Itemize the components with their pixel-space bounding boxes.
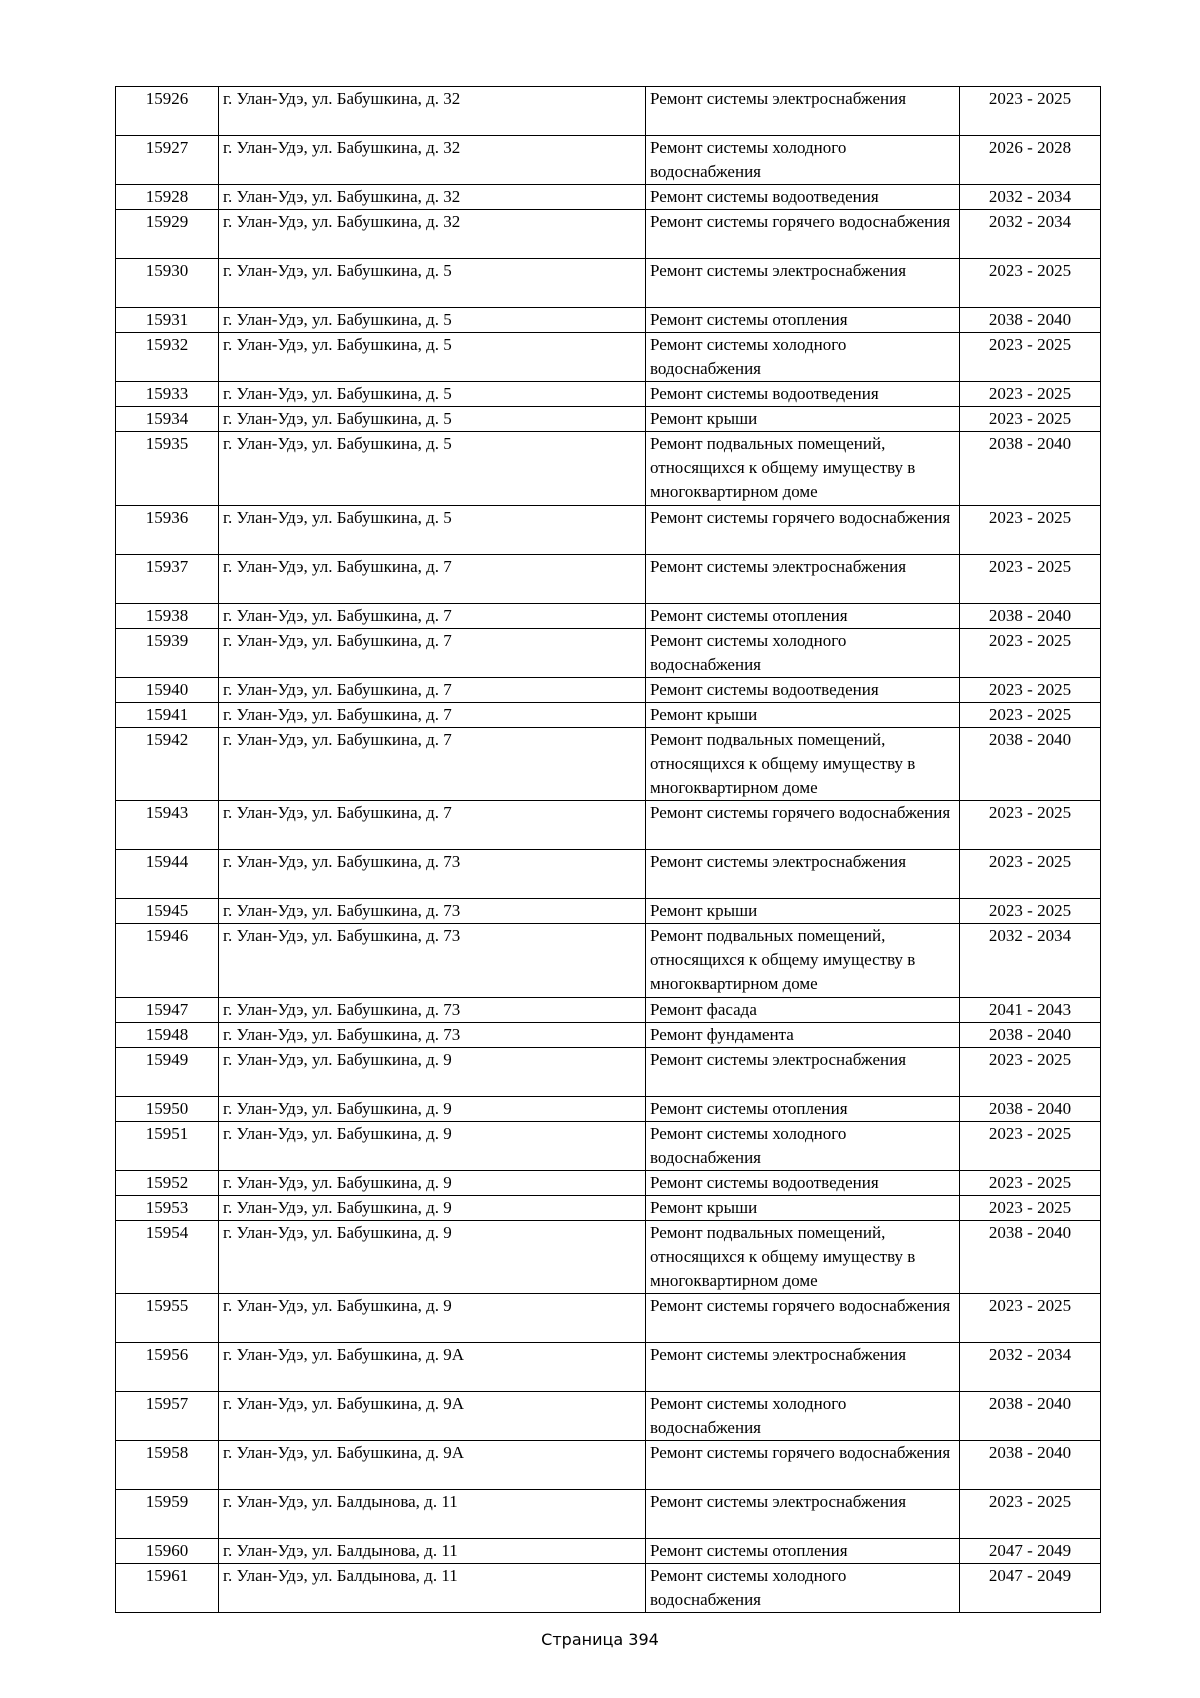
row-address: г. Улан-Удэ, ул. Бабушкина, д. 73 <box>219 850 646 899</box>
row-work-type: Ремонт подвальных помещений, относящихся к общему имуществу в многоквартирном доме <box>646 432 960 506</box>
row-period: 2023 - 2025 <box>960 899 1101 924</box>
row-period: 2023 - 2025 <box>960 1490 1101 1539</box>
table-row <box>116 702 1101 727</box>
row-number: 15934 <box>116 407 219 432</box>
row-number: 15960 <box>116 1539 219 1564</box>
row-work-type: Ремонт системы горячего водоснабжения <box>646 1294 960 1343</box>
row-period: 2038 - 2040 <box>960 727 1101 801</box>
row-period: 2023 - 2025 <box>960 259 1101 308</box>
row-number: 15935 <box>116 432 219 506</box>
table-row <box>116 628 1101 677</box>
row-work-type: Ремонт системы горячего водоснабжения <box>646 210 960 259</box>
row-period: 2023 - 2025 <box>960 702 1101 727</box>
row-work-type: Ремонт системы горячего водоснабжения <box>646 1441 960 1490</box>
row-period: 2023 - 2025 <box>960 801 1101 850</box>
row-address: г. Улан-Удэ, ул. Бабушкина, д. 9 <box>219 1096 646 1121</box>
table-row <box>116 1195 1101 1220</box>
table-row <box>116 333 1101 382</box>
table-row <box>116 850 1101 899</box>
row-address: г. Улан-Удэ, ул. Бабушкина, д. 5 <box>219 505 646 554</box>
row-work-type: Ремонт подвальных помещений, относящихся к общему имуществу в многоквартирном доме <box>646 727 960 801</box>
row-work-type: Ремонт системы холодного водоснабжения <box>646 628 960 677</box>
table-row <box>116 924 1101 998</box>
row-work-type: Ремонт системы электроснабжения <box>646 554 960 603</box>
table-row <box>116 185 1101 210</box>
row-work-type: Ремонт системы отопления <box>646 603 960 628</box>
table-row <box>116 603 1101 628</box>
row-number: 15930 <box>116 259 219 308</box>
row-address: г. Улан-Удэ, ул. Бабушкина, д. 9А <box>219 1392 646 1441</box>
row-number: 15949 <box>116 1047 219 1096</box>
row-period: 2023 - 2025 <box>960 554 1101 603</box>
row-period: 2038 - 2040 <box>960 603 1101 628</box>
row-number: 15948 <box>116 1022 219 1047</box>
row-period: 2032 - 2034 <box>960 1343 1101 1392</box>
row-address: г. Улан-Удэ, ул. Балдынова, д. 11 <box>219 1564 646 1613</box>
row-period: 2023 - 2025 <box>960 677 1101 702</box>
row-work-type: Ремонт подвальных помещений, относящихся к общему имуществу в многоквартирном доме <box>646 1220 960 1294</box>
row-number: 15937 <box>116 554 219 603</box>
row-period: 2023 - 2025 <box>960 87 1101 136</box>
row-work-type: Ремонт крыши <box>646 702 960 727</box>
row-period: 2047 - 2049 <box>960 1539 1101 1564</box>
row-number: 15956 <box>116 1343 219 1392</box>
row-work-type: Ремонт системы горячего водоснабжения <box>646 505 960 554</box>
row-work-type: Ремонт системы горячего водоснабжения <box>646 801 960 850</box>
table-row <box>116 1220 1101 1294</box>
row-address: г. Улан-Удэ, ул. Бабушкина, д. 9А <box>219 1343 646 1392</box>
table-row <box>116 1490 1101 1539</box>
row-address: г. Улан-Удэ, ул. Бабушкина, д. 9 <box>219 1121 646 1170</box>
row-number: 15927 <box>116 136 219 185</box>
row-address: г. Улан-Удэ, ул. Бабушкина, д. 5 <box>219 259 646 308</box>
table-row <box>116 382 1101 407</box>
row-address: г. Улан-Удэ, ул. Бабушкина, д. 73 <box>219 924 646 998</box>
row-work-type: Ремонт фасада <box>646 997 960 1022</box>
table-row <box>116 997 1101 1022</box>
row-work-type: Ремонт системы электроснабжения <box>646 1490 960 1539</box>
row-address: г. Улан-Удэ, ул. Бабушкина, д. 73 <box>219 899 646 924</box>
row-work-type: Ремонт системы холодного водоснабжения <box>646 136 960 185</box>
row-number: 15936 <box>116 505 219 554</box>
row-number: 15958 <box>116 1441 219 1490</box>
row-work-type: Ремонт системы электроснабжения <box>646 1343 960 1392</box>
row-period: 2032 - 2034 <box>960 185 1101 210</box>
row-work-type: Ремонт системы холодного водоснабжения <box>646 333 960 382</box>
row-address: г. Улан-Удэ, ул. Бабушкина, д. 73 <box>219 997 646 1022</box>
table-row <box>116 1096 1101 1121</box>
table-row <box>116 1392 1101 1441</box>
row-address: г. Улан-Удэ, ул. Бабушкина, д. 5 <box>219 407 646 432</box>
row-address: г. Улан-Удэ, ул. Бабушкина, д. 7 <box>219 702 646 727</box>
row-address: г. Улан-Удэ, ул. Бабушкина, д. 9 <box>219 1294 646 1343</box>
row-period: 2038 - 2040 <box>960 1022 1101 1047</box>
row-work-type: Ремонт системы отопления <box>646 308 960 333</box>
row-period: 2047 - 2049 <box>960 1564 1101 1613</box>
row-address: г. Улан-Удэ, ул. Бабушкина, д. 5 <box>219 432 646 506</box>
row-number: 15944 <box>116 850 219 899</box>
table-row <box>116 1047 1101 1096</box>
row-address: г. Улан-Удэ, ул. Бабушкина, д. 5 <box>219 333 646 382</box>
table-row <box>116 136 1101 185</box>
row-work-type: Ремонт подвальных помещений, относящихся к общему имуществу в многоквартирном доме <box>646 924 960 998</box>
row-number: 15938 <box>116 603 219 628</box>
row-number: 15942 <box>116 727 219 801</box>
row-work-type: Ремонт крыши <box>646 899 960 924</box>
row-work-type: Ремонт системы электроснабжения <box>646 259 960 308</box>
row-number: 15939 <box>116 628 219 677</box>
row-period: 2023 - 2025 <box>960 382 1101 407</box>
row-work-type: Ремонт системы электроснабжения <box>646 850 960 899</box>
row-number: 15953 <box>116 1195 219 1220</box>
row-work-type: Ремонт системы электроснабжения <box>646 87 960 136</box>
table-row <box>116 554 1101 603</box>
row-address: г. Улан-Удэ, ул. Бабушкина, д. 9 <box>219 1220 646 1294</box>
row-work-type: Ремонт крыши <box>646 1195 960 1220</box>
row-work-type: Ремонт системы водоотведения <box>646 1170 960 1195</box>
row-address: г. Улан-Удэ, ул. Бабушкина, д. 32 <box>219 136 646 185</box>
row-work-type: Ремонт системы водоотведения <box>646 185 960 210</box>
row-address: г. Улан-Удэ, ул. Бабушкина, д. 5 <box>219 308 646 333</box>
row-number: 15931 <box>116 308 219 333</box>
row-period: 2038 - 2040 <box>960 1096 1101 1121</box>
row-number: 15954 <box>116 1220 219 1294</box>
row-number: 15940 <box>116 677 219 702</box>
row-number: 15929 <box>116 210 219 259</box>
row-address: г. Улан-Удэ, ул. Бабушкина, д. 7 <box>219 603 646 628</box>
row-period: 2023 - 2025 <box>960 850 1101 899</box>
row-period: 2023 - 2025 <box>960 1047 1101 1096</box>
row-address: г. Улан-Удэ, ул. Бабушкина, д. 9 <box>219 1047 646 1096</box>
row-number: 15941 <box>116 702 219 727</box>
row-address: г. Улан-Удэ, ул. Балдынова, д. 11 <box>219 1539 646 1564</box>
row-period: 2023 - 2025 <box>960 628 1101 677</box>
row-period: 2023 - 2025 <box>960 1170 1101 1195</box>
row-address: г. Улан-Удэ, ул. Бабушкина, д. 32 <box>219 185 646 210</box>
row-address: г. Улан-Удэ, ул. Балдынова, д. 11 <box>219 1490 646 1539</box>
row-work-type: Ремонт системы водоотведения <box>646 677 960 702</box>
row-period: 2032 - 2034 <box>960 210 1101 259</box>
table-row <box>116 1022 1101 1047</box>
table-row <box>116 1343 1101 1392</box>
table-row <box>116 1564 1101 1613</box>
row-address: г. Улан-Удэ, ул. Бабушкина, д. 73 <box>219 1022 646 1047</box>
row-period: 2038 - 2040 <box>960 1220 1101 1294</box>
table-row <box>116 899 1101 924</box>
row-number: 15932 <box>116 333 219 382</box>
row-period: 2038 - 2040 <box>960 432 1101 506</box>
row-period: 2038 - 2040 <box>960 308 1101 333</box>
table-row <box>116 308 1101 333</box>
row-work-type: Ремонт системы холодного водоснабжения <box>646 1564 960 1613</box>
row-work-type: Ремонт системы отопления <box>646 1539 960 1564</box>
row-number: 15957 <box>116 1392 219 1441</box>
table-row <box>116 210 1101 259</box>
table-row <box>116 801 1101 850</box>
row-address: г. Улан-Удэ, ул. Бабушкина, д. 9А <box>219 1441 646 1490</box>
row-number: 15952 <box>116 1170 219 1195</box>
row-address: г. Улан-Удэ, ул. Бабушкина, д. 9 <box>219 1170 646 1195</box>
row-period: 2023 - 2025 <box>960 505 1101 554</box>
row-address: г. Улан-Удэ, ул. Бабушкина, д. 7 <box>219 677 646 702</box>
row-number: 15961 <box>116 1564 219 1613</box>
row-work-type: Ремонт системы электроснабжения <box>646 1047 960 1096</box>
row-period: 2026 - 2028 <box>960 136 1101 185</box>
row-address: г. Улан-Удэ, ул. Бабушкина, д. 7 <box>219 554 646 603</box>
table-row <box>116 1539 1101 1564</box>
row-work-type: Ремонт системы водоотведения <box>646 382 960 407</box>
table-row <box>116 87 1101 136</box>
row-number: 15955 <box>116 1294 219 1343</box>
table-row <box>116 259 1101 308</box>
row-number: 15947 <box>116 997 219 1022</box>
row-number: 15933 <box>116 382 219 407</box>
table-row <box>116 432 1101 506</box>
row-number: 15945 <box>116 899 219 924</box>
repair-schedule-table <box>115 86 1101 1613</box>
page-number: Страница 394 <box>541 1630 659 1649</box>
row-work-type: Ремонт системы холодного водоснабжения <box>646 1392 960 1441</box>
row-address: г. Улан-Удэ, ул. Бабушкина, д. 5 <box>219 382 646 407</box>
row-number: 15951 <box>116 1121 219 1170</box>
row-address: г. Улан-Удэ, ул. Бабушкина, д. 7 <box>219 727 646 801</box>
row-address: г. Улан-Удэ, ул. Бабушкина, д. 32 <box>219 87 646 136</box>
row-work-type: Ремонт системы отопления <box>646 1096 960 1121</box>
row-address: г. Улан-Удэ, ул. Бабушкина, д. 9 <box>219 1195 646 1220</box>
row-number: 15928 <box>116 185 219 210</box>
row-number: 15959 <box>116 1490 219 1539</box>
row-period: 2023 - 2025 <box>960 1195 1101 1220</box>
row-work-type: Ремонт системы холодного водоснабжения <box>646 1121 960 1170</box>
row-number: 15950 <box>116 1096 219 1121</box>
table-row <box>116 1294 1101 1343</box>
row-number: 15943 <box>116 801 219 850</box>
table-row <box>116 1170 1101 1195</box>
row-number: 15946 <box>116 924 219 998</box>
table-body <box>116 87 1101 1613</box>
row-period: 2023 - 2025 <box>960 407 1101 432</box>
row-address: г. Улан-Удэ, ул. Бабушкина, д. 7 <box>219 801 646 850</box>
table-row <box>116 505 1101 554</box>
table-row <box>116 1441 1101 1490</box>
table-row <box>116 407 1101 432</box>
row-number: 15926 <box>116 87 219 136</box>
row-work-type: Ремонт крыши <box>646 407 960 432</box>
row-period: 2023 - 2025 <box>960 1294 1101 1343</box>
table-row <box>116 727 1101 801</box>
row-period: 2023 - 2025 <box>960 1121 1101 1170</box>
table-row <box>116 677 1101 702</box>
row-address: г. Улан-Удэ, ул. Бабушкина, д. 32 <box>219 210 646 259</box>
row-period: 2038 - 2040 <box>960 1441 1101 1490</box>
row-period: 2023 - 2025 <box>960 333 1101 382</box>
row-address: г. Улан-Удэ, ул. Бабушкина, д. 7 <box>219 628 646 677</box>
row-period: 2032 - 2034 <box>960 924 1101 998</box>
row-work-type: Ремонт фундамента <box>646 1022 960 1047</box>
row-period: 2041 - 2043 <box>960 997 1101 1022</box>
table-row <box>116 1121 1101 1170</box>
row-period: 2038 - 2040 <box>960 1392 1101 1441</box>
